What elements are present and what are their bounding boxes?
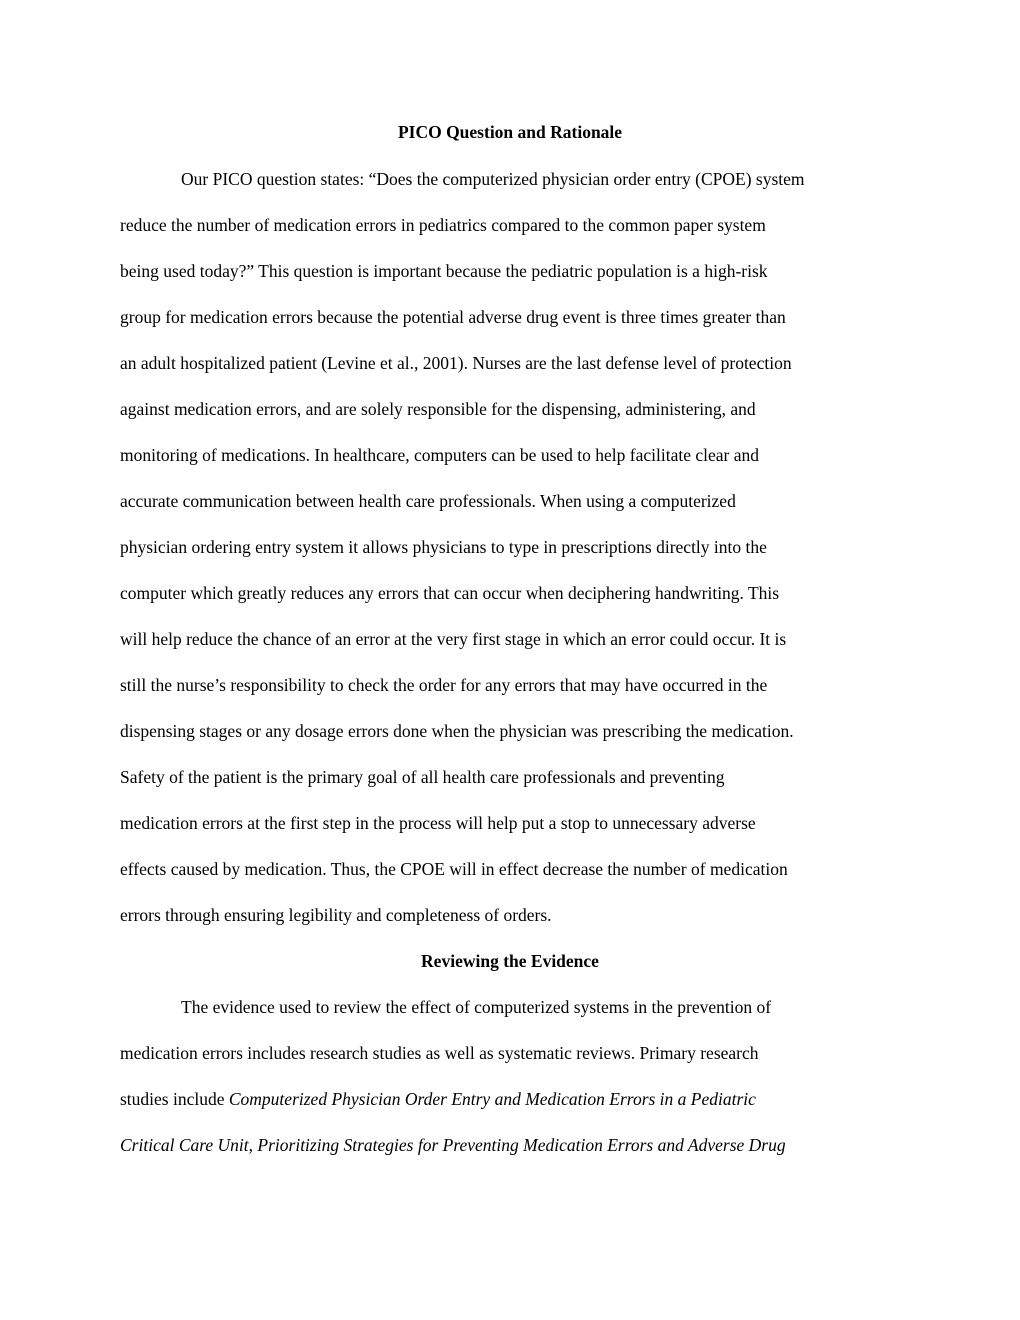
line-text: studies include bbox=[120, 1089, 229, 1109]
paragraph-line: computer which greatly reduces any errors that can occur when deciphering handwriting. This bbox=[120, 583, 780, 603]
paragraph-line: monitoring of medications. In healthcare, computers can be used to help facilitate clear and bbox=[120, 445, 759, 465]
paragraph-line bbox=[120, 1087, 756, 1111]
paragraph-line: reduce the number of medication errors in pediatrics compared to the common paper system bbox=[120, 215, 766, 235]
paragraph-line: medication errors includes research studies as well as systematic reviews. Primary research bbox=[120, 1043, 759, 1063]
paragraph-line: will help reduce the chance of an error at the very first stage in which an error could occur. It is bbox=[120, 629, 787, 649]
paragraph-line bbox=[120, 1133, 786, 1157]
section-heading-pico: PICO Question and Rationale bbox=[397, 122, 623, 142]
paragraph-line: medication errors at the first step in the process will help put a stop to unnecessary adverse bbox=[120, 813, 756, 833]
paragraph-line: an adult hospitalized patient (Levine et al., 2001). Nurses are the last defense level of protection bbox=[120, 353, 792, 373]
paragraph-line: physician ordering entry system it allows physicians to type in prescriptions directly into the bbox=[120, 537, 767, 557]
paragraph-line: The evidence used to review the effect of computerized systems in the prevention of bbox=[181, 997, 772, 1017]
paragraph-line: effects caused by medication. Thus, the CPOE will in effect decrease the number of medication bbox=[120, 859, 788, 879]
study-title-italic: Critical Care Unit, Prioritizing Strategies for Preventing Medication Errors and Adverse Drug bbox=[120, 1135, 786, 1155]
paragraph-line: accurate communication between health care professionals. When using a computerized bbox=[120, 491, 736, 511]
paragraph-line: against medication errors, and are solely responsible for the dispensing, administering, and bbox=[120, 399, 756, 419]
paragraph-line: Safety of the patient is the primary goal of all health care professionals and preventing bbox=[120, 767, 725, 787]
paragraph-line: Our PICO question states: “Does the computerized physician order entry (CPOE) system bbox=[181, 169, 805, 189]
study-title-italic: Computerized Physician Order Entry and Medication Errors in a Pediatric bbox=[228, 1089, 756, 1109]
paragraph-line: errors through ensuring legibility and completeness of orders. bbox=[120, 905, 552, 925]
paragraph-line: still the nurse’s responsibility to check the order for any errors that may have occurred in the bbox=[120, 675, 768, 695]
paragraph-line: group for medication errors because the potential adverse drug event is three times greater than bbox=[120, 307, 786, 327]
section-heading-evidence: Reviewing the Evidence bbox=[421, 951, 599, 971]
paragraph-line: being used today?” This question is important because the pediatric population is a high-risk bbox=[120, 261, 768, 281]
paragraph-line: dispensing stages or any dosage errors done when the physician was prescribing the medication. bbox=[120, 721, 794, 741]
